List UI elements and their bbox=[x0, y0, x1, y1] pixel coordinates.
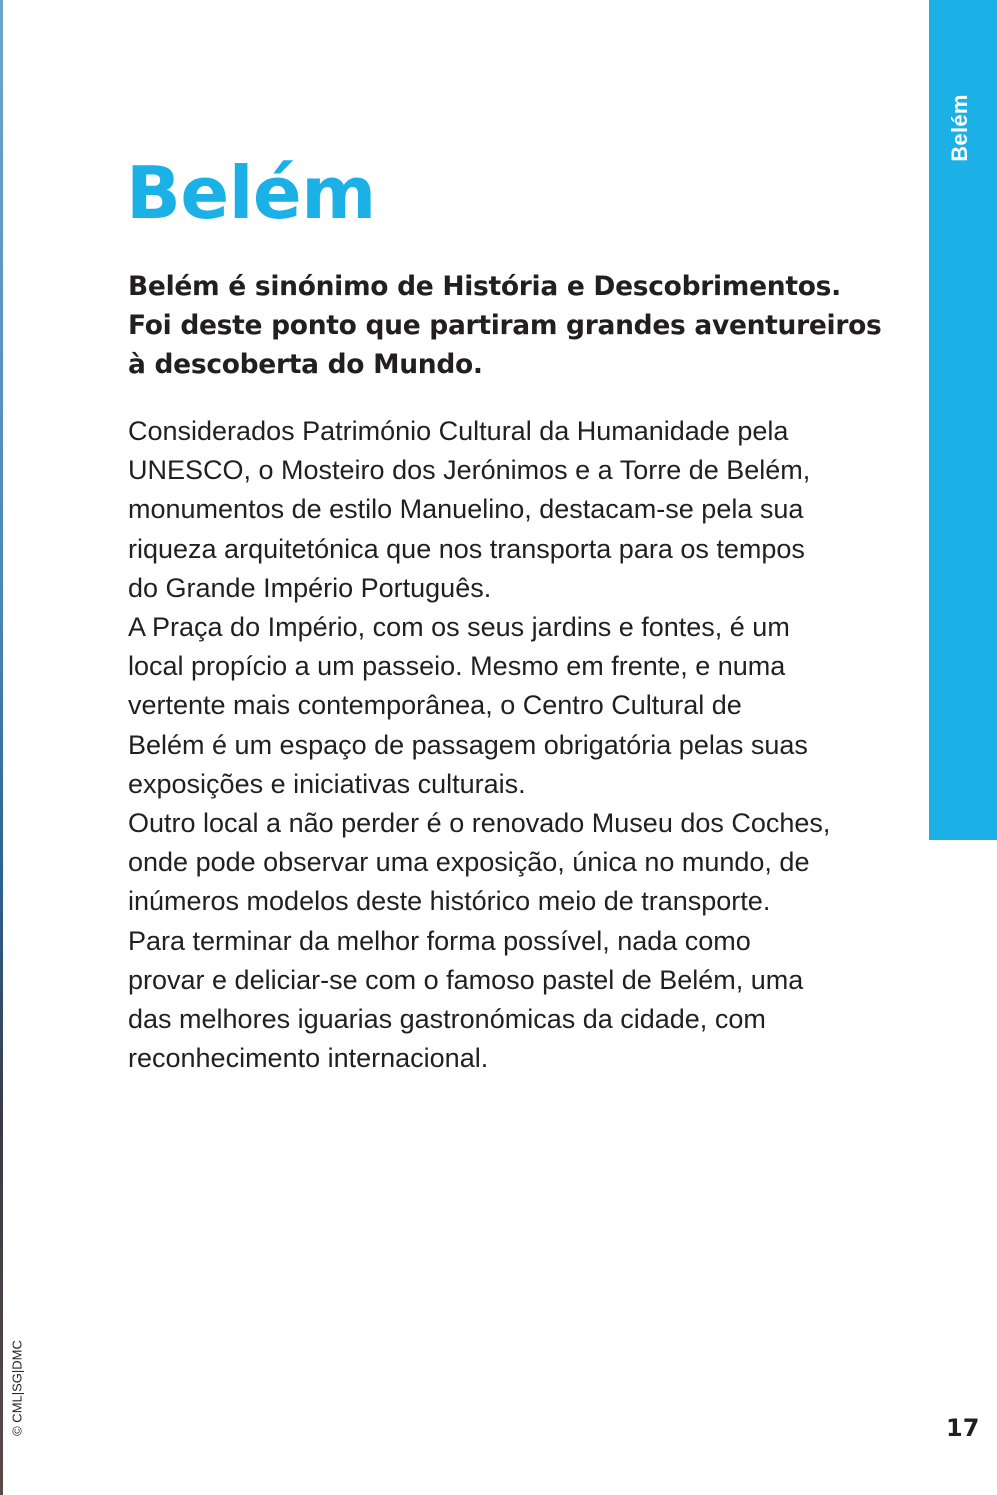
body-line: Outro local a não perder é o renovado Museu dos Coches, bbox=[128, 808, 831, 839]
section-tab-label: Belém bbox=[947, 94, 972, 162]
body-line: Considerados Património Cultural da Humanidade pela bbox=[128, 416, 789, 446]
body-line: riqueza arquitetónica que nos transporta para os tempos bbox=[128, 533, 805, 564]
body-line: das melhores iguarias gastronómicas da cidade, com bbox=[128, 1004, 766, 1035]
photo-edge-strip bbox=[0, 0, 3, 1495]
page-number: 17 bbox=[946, 1414, 980, 1442]
lead-line: à descoberta do Mundo. bbox=[128, 349, 483, 380]
body-line: inúmeros modelos deste histórico meio de transporte. bbox=[128, 886, 771, 917]
body-line: provar e deliciar-se com o famoso pastel de Belém, uma bbox=[128, 964, 804, 995]
body-line: reconhecimento internacional. bbox=[128, 1043, 489, 1074]
body-line: Belém é um espaço de passagem obrigatória pelas suas bbox=[128, 729, 808, 760]
photo-credit: © CML|SG|DMC bbox=[9, 1340, 25, 1436]
lead-line: Belém é sinónimo de História e Descobrimentos. bbox=[128, 271, 841, 302]
body-line: Para terminar da melhor forma possível, nada como bbox=[128, 925, 751, 956]
lead-paragraph bbox=[128, 267, 908, 384]
body-line: monumentos de estilo Manuelino, destacam-se pela sua bbox=[128, 494, 804, 525]
lead-line: Foi deste ponto que partiram grandes aventureiros bbox=[128, 310, 882, 341]
page-title: Belém bbox=[126, 151, 376, 235]
body-line: exposições e iniciativas culturais. bbox=[128, 768, 526, 799]
body-text bbox=[128, 412, 908, 1078]
body-line: A Praça do Império, com os seus jardins e fontes, é um bbox=[128, 612, 790, 643]
body-line: local propício a um passeio. Mesmo em frente, e numa bbox=[128, 651, 786, 682]
body-line: do Grande Império Português. bbox=[128, 572, 492, 603]
body-line: vertente mais contemporânea, o Centro Cultural de bbox=[128, 690, 742, 721]
body-line: UNESCO, o Mosteiro dos Jerónimos e a Torre de Belém, bbox=[128, 455, 811, 486]
body-line: onde pode observar uma exposição, única no mundo, de bbox=[128, 847, 810, 878]
